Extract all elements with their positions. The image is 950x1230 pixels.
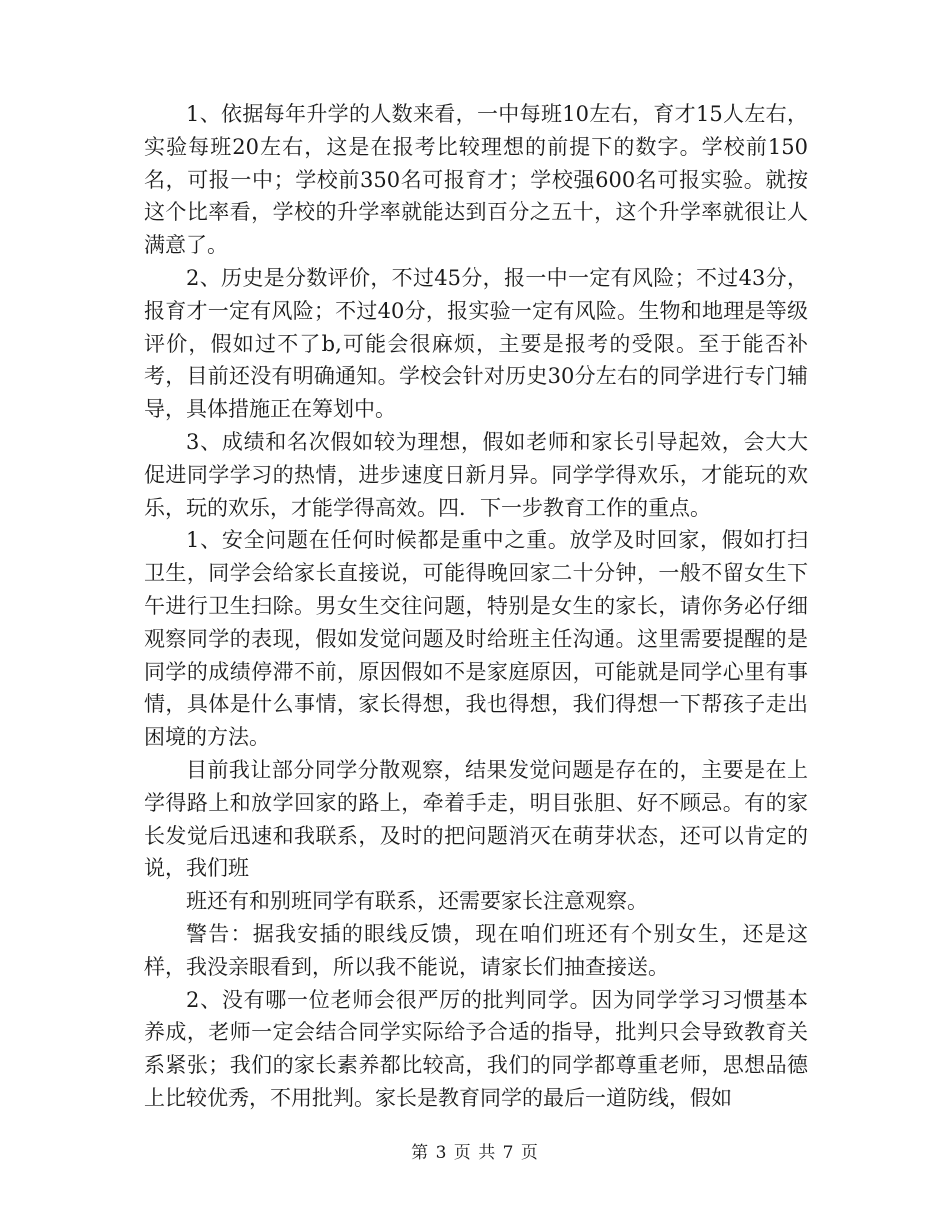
paragraph-3: 3、成绩和名次假如较为理想，假如老师和家长引导起效，会大大促进同学学习的热情，进步速度日新月异。同学学得欢乐，才能玩的欢乐，玩的欢乐，才能学得高效。四．下一步教育工作的重点。 (144, 429, 808, 520)
paragraph-2: 2、历史是分数评价，不过45分，报一中一定有风险；不过43分，报育才一定有风险；不过40分，报实验一定有风险。生物和地理是等级评价，假如过不了b,可能会很麻烦，主要是报考的受限。至于能否补考，目前还没有明确通知。学校会针对历史30分左右的同学进行专门辅导，具体措施正在筹划中。 (144, 265, 808, 422)
paragraph-7: 警告：据我安插的眼线反馈，现在咱们班还有个别女生，还是这样，我没亲眼看到，所以我不能说，请家长们抽查接送。 (144, 921, 808, 979)
paragraph-1: 1、依据每年升学的人数来看，一中每班10左右，育才15人左右，实验每班20左右，这是在报考比较理想的前提下的数字。学校前150名，可报一中；学校前350名可报育才；学校强600名可报实验。就按这个比率看，学校的升学率就能达到百分之五十，这个升学率就很让人满意了。 (144, 102, 808, 258)
document-body (144, 98, 808, 1115)
paragraph-4: 1、安全问题在任何时候都是重中之重。放学及时回家，假如打扫卫生，同学会给家长直接说，可能得晚回家二十分钟，一般不留女生下午进行卫生扫除。男女生交往问题，特别是女生的家长，请你务必仔细观察同学的表现，假如发觉问题及时给班主任沟通。这里需要提醒的是同学的成绩停滞不前，原因假如不是家庭原因，可能就是同学心里有事情，具体是什么事情，家长得想，我也得想，我们得想一下帮孩子走出困境的方法。 (144, 528, 808, 750)
paragraph-5: 目前我让部分同学分散观察，结果发觉问题是存在的，主要是在上学得路上和放学回家的路上，牵着手走，明目张胆、好不顾忌。有的家长发觉后迅速和我联系，及时的把问题消灭在萌芽状态，还可以肯定的说，我们班 (144, 757, 808, 881)
paragraph-8: 2、没有哪一位老师会很严厉的批判同学。因为同学学习习惯基本养成，老师一定会结合同学实际给予合适的指导，批判只会导致教育关系紧张；我们的家长素养都比较高，我们的同学都尊重老师，思想品德上比较优秀，不用批判。家长是教育同学的最后一道防线，假如 (144, 987, 808, 1110)
paragraph-6: 班还有和别班同学有联系，还需要家长注意观察。 (186, 889, 648, 914)
page-footer: 第 3 页 共 7 页 (411, 1143, 539, 1163)
